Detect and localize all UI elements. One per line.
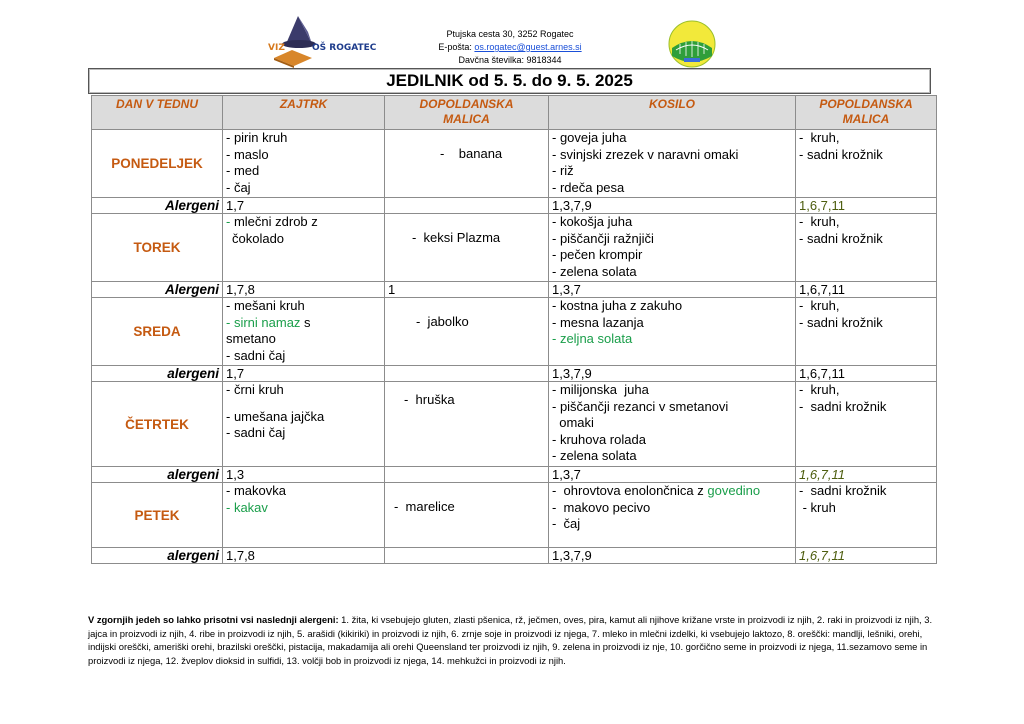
menu-item: - milijonska juha xyxy=(552,382,649,397)
menu-item: - zelena solata xyxy=(552,263,637,279)
menu-item: - čaj xyxy=(226,179,251,195)
allergen-value: 1,7 xyxy=(223,366,385,382)
allergen-row xyxy=(92,282,937,298)
school-logo xyxy=(268,14,377,68)
allergen-value: 1,6,7,11 xyxy=(796,467,937,483)
address-line: Ptujska cesta 30, 3252 Rogatec xyxy=(446,29,574,39)
allergen-value xyxy=(385,548,549,564)
menu-item: - kakav xyxy=(226,499,268,515)
kosilo-cell xyxy=(549,298,796,366)
menu-item: - jabolko xyxy=(416,314,469,329)
menu-title: JEDILNIK od 5. 5. do 9. 5. 2025 xyxy=(88,68,931,94)
spacer xyxy=(226,399,381,409)
menu-item: - sadni čaj xyxy=(226,425,286,440)
day-name: SREDA xyxy=(92,298,223,366)
dopoldanska-cell xyxy=(385,130,549,198)
menu-item: - kruh, xyxy=(799,298,840,313)
menu-item: - piščančji rezanci v smetanovi xyxy=(552,398,729,414)
menu-item: - med xyxy=(226,163,260,178)
school-address xyxy=(400,28,620,67)
zajtrk-cell xyxy=(223,298,385,366)
table-header-row xyxy=(92,96,937,130)
menu-item: - banana xyxy=(440,146,503,161)
popoldanska-cell xyxy=(796,298,937,366)
allergen-value: 1,3,7 xyxy=(549,467,796,483)
zajtrk-cell xyxy=(223,214,385,282)
allergen-value: 1,3,7 xyxy=(549,282,796,298)
allergen-label: alergeni xyxy=(92,366,223,382)
allergen-value: 1,6,7,11 xyxy=(796,282,937,298)
menu-item: - svinjski zrezek v naravni omaki xyxy=(552,146,739,162)
allergen-value: 1,6,7,11 xyxy=(796,548,937,564)
menu-item: - kruh, xyxy=(799,214,840,229)
allergen-value: 1,7,8 xyxy=(223,282,385,298)
allergen-value: 1,6,7,11 xyxy=(796,198,937,214)
popoldanska-cell xyxy=(796,483,937,548)
allergen-value: 1,6,7,11 xyxy=(796,366,937,382)
email-label: E-pošta: xyxy=(438,42,472,52)
day-row-cetrtek xyxy=(92,382,937,467)
menu-item: čokolado xyxy=(232,230,285,246)
menu-item: - kokošja juha xyxy=(552,214,633,229)
menu-item: - goveja juha xyxy=(552,130,627,145)
col-header-dopoldanska-text: DOPOLDANSKA MALICA xyxy=(419,97,514,126)
allergen-row xyxy=(92,467,937,483)
menu-item: - rdeča pesa xyxy=(552,179,625,195)
zajtrk-cell xyxy=(223,483,385,548)
col-header-popoldanska-text: POPOLDANSKA MALICA xyxy=(819,97,913,126)
menu-item: - mešani kruh xyxy=(226,298,305,313)
menu-item: - sadni čaj xyxy=(226,347,286,363)
allergen-value: 1,3,7,9 xyxy=(549,548,796,564)
menu-item: omaki xyxy=(552,415,594,430)
dash: - xyxy=(226,214,231,229)
allergen-label: Alergeni xyxy=(92,198,223,214)
zajtrk-cell xyxy=(223,382,385,467)
menu-item-text: mlečni zdrob z xyxy=(230,214,318,229)
svg-text:VIZ: VIZ xyxy=(268,43,285,53)
col-header-popoldanska xyxy=(796,96,937,130)
menu-item: - sadni krožnik xyxy=(799,398,887,414)
menu-item: smetano xyxy=(226,331,276,346)
menu-item: - piščančji ražnjiči xyxy=(552,230,654,246)
menu-item: - sadni krožnik xyxy=(799,314,883,330)
allergen-value: 1,7 xyxy=(223,198,385,214)
menu-item: - črni kruh xyxy=(226,382,284,397)
menu-item: - kruh, xyxy=(799,130,840,145)
col-header-zajtrk: ZAJTRK xyxy=(223,96,385,130)
allergen-value: 1,3 xyxy=(223,467,385,483)
menu-item: - kruhova rolada xyxy=(552,431,646,447)
dopoldanska-cell xyxy=(385,483,549,548)
menu-item: - kruh xyxy=(799,499,836,515)
menu-item: - kruh, xyxy=(799,382,840,397)
menu-item: - sadni krožnik xyxy=(799,230,883,246)
popoldanska-cell xyxy=(796,382,937,467)
menu-item: - kostna juha z zakuho xyxy=(552,298,683,313)
menu-item: - marelice xyxy=(394,499,455,514)
email-line xyxy=(400,41,620,54)
allergen-footnote xyxy=(88,613,940,667)
menu-item: - umešana jajčka xyxy=(226,408,325,424)
allergen-value: 1,7,8 xyxy=(223,548,385,564)
footnote-heading: V zgornjih jedeh so lahko prisotni vsi naslednji alergeni: xyxy=(88,614,339,625)
menu-item-text: - ohrovtova enolončnica z xyxy=(552,483,708,498)
menu-item: - hruška xyxy=(404,392,455,407)
allergen-value xyxy=(385,467,549,483)
dopoldanska-cell xyxy=(385,298,549,366)
menu-item: - čaj xyxy=(552,516,581,531)
menu-item-text: s xyxy=(300,314,311,330)
allergen-value: 1,3,7,9 xyxy=(549,366,796,382)
menu-item-highlight: sirni namaz xyxy=(233,314,301,330)
allergen-value: 1 xyxy=(385,282,549,298)
col-header-day: DAN V TEDNU xyxy=(92,96,223,130)
kosilo-cell xyxy=(549,382,796,467)
menu-item xyxy=(226,214,381,231)
dopoldanska-cell xyxy=(385,214,549,282)
allergen-row xyxy=(92,548,937,564)
footnote-text: 1. žita, ki vsebujejo gluten, zlasti pšenica, rž, ječmen, oves, pira, kamut ali njihove križane vrste in proizvodi iz njih, 2. raki in proizvodi iz njih, 3. jajca in proizvodi iz njih, 4. ribe in proizvodi iz njih, 5. arašidi (kikiriki) in proizvodi iz njih, 6. zrnje soje in proizvodi iz njega, 7. mleko in mlečni izdelki, ki vsebujejo laktozo, 8. oreščki: mandlji, lešniki, orehi, indijski oreščki, ameriški orehi, brazilski oreščki, pistacija, makadamija ali orehi Queensland ter proizvodi iz njih, 9. zelena in proizvodi iz nje, 10. gorčično seme in proizvodi iz njega, 11.sezamovo seme in proizvodi iz njega, 12. žveplov dioksid in sulfidi, 13. volčji bob in proizvodi iz njega, 14. mehkužci in proizvodi iz njih. xyxy=(88,614,933,666)
menu-item xyxy=(552,483,792,500)
allergen-label: alergeni xyxy=(92,548,223,564)
kosilo-cell xyxy=(549,130,796,198)
allergen-value: 1,3,7,9 xyxy=(549,198,796,214)
allergen-row xyxy=(92,366,937,382)
menu-item: - zeljna solata xyxy=(552,331,633,346)
menu-item-highlight: govedino xyxy=(707,483,761,498)
menu-item: - makovka xyxy=(226,483,286,498)
tax-number: Davčna številka: 9818344 xyxy=(458,55,562,65)
day-row-ponedeljek xyxy=(92,130,937,198)
day-row-torek xyxy=(92,214,937,282)
zajtrk-cell xyxy=(223,130,385,198)
col-header-kosilo: KOSILO xyxy=(549,96,796,130)
popoldanska-cell xyxy=(796,214,937,282)
email-link[interactable]: os.rogatec@guest.arnes.si xyxy=(474,42,582,52)
menu-item: - makovo pecivo xyxy=(552,499,651,515)
kosilo-cell xyxy=(549,483,796,548)
eco-school-logo xyxy=(668,20,716,68)
menu-item: - keksi Plazma xyxy=(412,230,501,245)
col-header-dopoldanska xyxy=(385,96,549,130)
day-name: ČETRTEK xyxy=(92,382,223,467)
menu-item: - mesna lazanja xyxy=(552,314,644,330)
menu-item xyxy=(226,315,381,332)
menu-item: - pirin kruh xyxy=(226,130,288,145)
menu-table xyxy=(91,95,937,564)
svg-text:OŠ ROGATEC: OŠ ROGATEC xyxy=(312,43,377,53)
menu-item: - sadni krožnik xyxy=(799,483,887,498)
day-name: PONEDELJEK xyxy=(92,130,223,198)
day-name: PETEK xyxy=(92,483,223,548)
menu-item: - pečen krompir xyxy=(552,247,643,262)
allergen-value xyxy=(385,198,549,214)
menu-item: - riž xyxy=(552,163,574,178)
allergen-row xyxy=(92,198,937,214)
menu-item: - sadni krožnik xyxy=(799,146,883,162)
day-row-petek xyxy=(92,483,937,548)
popoldanska-cell xyxy=(796,130,937,198)
menu-item: - zelena solata xyxy=(552,448,637,463)
dopoldanska-cell xyxy=(385,382,549,467)
allergen-value xyxy=(385,366,549,382)
menu-item: - maslo xyxy=(226,146,269,162)
day-name: TOREK xyxy=(92,214,223,282)
dash: - xyxy=(226,314,234,330)
kosilo-cell xyxy=(549,214,796,282)
day-row-sreda xyxy=(92,298,937,366)
allergen-label: Alergeni xyxy=(92,282,223,298)
allergen-label: alergeni xyxy=(92,467,223,483)
